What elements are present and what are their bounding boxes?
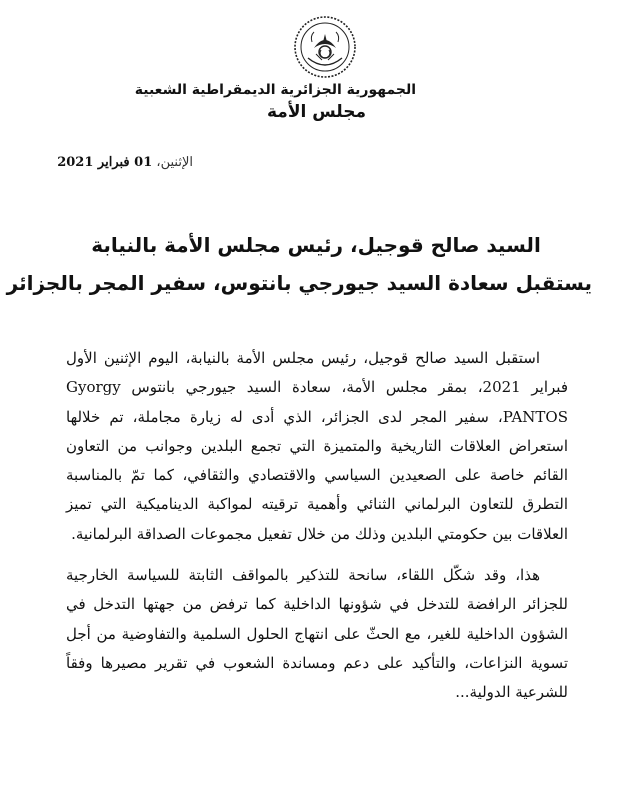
body-paragraph-1: استقبل السيد صالح قوجيل، رئيس مجلس الأمة بالنيابة، اليوم الإثنين الأول فبراير 2021، بمقر مجلس الأمة، سعادة السيد جيورجي بانتوس Gyorgy PANTOS، سفير المجر لدى الجزائر، الذي أدى له زيارة مجاملة، تم خلالها استعراض العلاقات التاريخية والمتميزة التي تجمع البلدين وجوانب من التعاون القائم خاصة على الصعيدين السياسي والاقتصادي والثقافي، كما تمّ بالمناسبة التطرق للتعاون البرلماني الثنائي وأهمية ترقيته لمواكبة الديناميكية التي تميز العلاقات بين حكومتي البلدين وذلك من خلال تفعيل مجموعات الصداقة البرلمانية.: [66, 349, 568, 543]
letterhead: [134, 80, 416, 124]
council-name: مجلس الأمة: [267, 102, 366, 122]
date-weekday: الإثنين،: [156, 155, 193, 170]
republic-name: الجمهورية الجزائرية الديمقراطية الشعبية: [134, 82, 416, 98]
date-value: 01 فبراير 2021: [57, 155, 153, 170]
body-paragraph-2: هذا، وقد شكّل اللقاء، سانحة للتذكير بالمواقف الثابتة للسياسة الخارجية للجزائر الرافضة للتدخل في شؤونها الداخلية كما ترفض من جهتها التدخل في الشؤون الداخلية للغير، مع الحثّ على انتهاج الحلول السلمية والتفاوضية من أجل تسوية النزاعات، والتأكيد على دعم ومساندة الشعوب في تقرير مصيرها وفقاً للشرعية الدولية...: [66, 566, 568, 702]
headline-line-2: يستقبل سعادة السيد جيورجي بانتوس، سفير المجر بالجزائر: [6, 271, 592, 295]
algeria-emblem-icon: [292, 14, 358, 80]
release-date: [57, 155, 193, 170]
article-body: [66, 344, 568, 708]
headline-line-1: السيد صالح قوجيل، رئيس مجلس الأمة بالنيابة: [91, 233, 541, 257]
headline: [6, 226, 592, 302]
